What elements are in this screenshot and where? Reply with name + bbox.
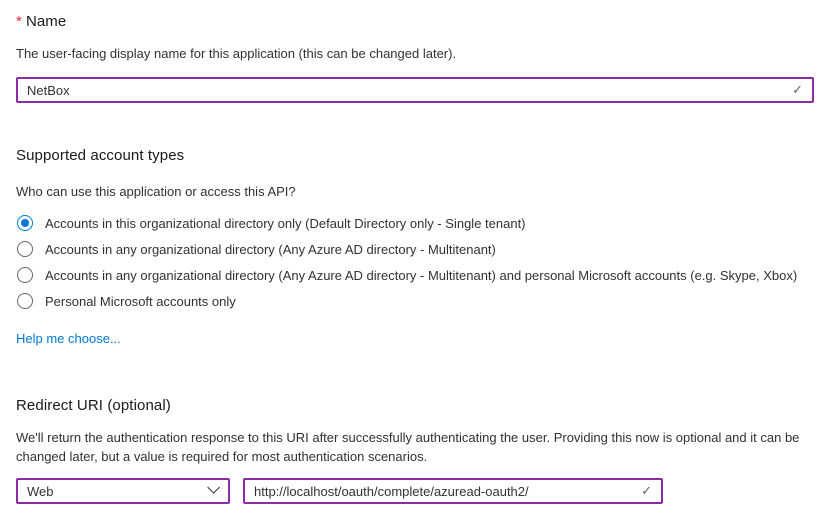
radio-button-icon[interactable] bbox=[17, 215, 33, 231]
chevron-down-icon bbox=[207, 481, 220, 494]
radio-button-icon[interactable] bbox=[17, 267, 33, 283]
account-type-option-multitenant-personal[interactable] bbox=[16, 262, 814, 288]
account-type-option-multitenant[interactable] bbox=[16, 236, 814, 262]
platform-select-value: Web bbox=[27, 483, 54, 499]
account-type-option-personal-only[interactable] bbox=[16, 288, 814, 314]
account-type-option-label: Accounts in this organizational directory only (Default Directory only - Single tenant) bbox=[45, 215, 526, 231]
redirect-uri-description: We'll return the authentication response to this URI after successfully authenticating the user. Providing this now is optional and it can be changed later, but a value is required for most authentication scenarios. bbox=[16, 430, 800, 464]
account-type-option-single-tenant[interactable] bbox=[16, 210, 814, 236]
redirect-uri-input-wrapper bbox=[243, 478, 663, 504]
name-input-wrapper bbox=[16, 77, 814, 103]
name-section-title bbox=[16, 12, 814, 32]
redirect-uri-title: Redirect URI (optional) bbox=[16, 397, 171, 414]
account-types-radio-group bbox=[16, 210, 814, 314]
redirect-uri-section bbox=[16, 396, 814, 504]
name-section bbox=[16, 12, 814, 103]
radio-button-icon[interactable] bbox=[17, 241, 33, 257]
help-me-choose-link[interactable]: Help me choose... bbox=[16, 331, 121, 346]
required-asterisk: * bbox=[16, 13, 22, 30]
account-type-option-label: Accounts in any organizational directory (Any Azure AD directory - Multitenant) and personal Microsoft accounts (e.g. Skype, Xbox) bbox=[45, 267, 798, 283]
radio-button-icon[interactable] bbox=[17, 293, 33, 309]
account-type-option-label: Personal Microsoft accounts only bbox=[45, 293, 236, 309]
account-types-question: Who can use this application or access this API? bbox=[16, 184, 296, 199]
redirect-uri-row bbox=[16, 478, 814, 504]
name-input[interactable] bbox=[18, 79, 812, 101]
redirect-uri-input[interactable] bbox=[245, 480, 661, 502]
name-section-title-text: Name bbox=[25, 13, 67, 30]
platform-select[interactable] bbox=[16, 478, 230, 504]
valid-check-icon: ✓ bbox=[641, 482, 652, 498]
account-type-option-label: Accounts in any organizational directory (Any Azure AD directory - Multitenant) bbox=[45, 241, 496, 257]
name-description: The user-facing display name for this application (this can be changed later). bbox=[16, 46, 457, 61]
supported-account-types-section bbox=[16, 146, 814, 348]
valid-check-icon: ✓ bbox=[792, 81, 803, 97]
account-types-title: Supported account types bbox=[16, 147, 185, 164]
